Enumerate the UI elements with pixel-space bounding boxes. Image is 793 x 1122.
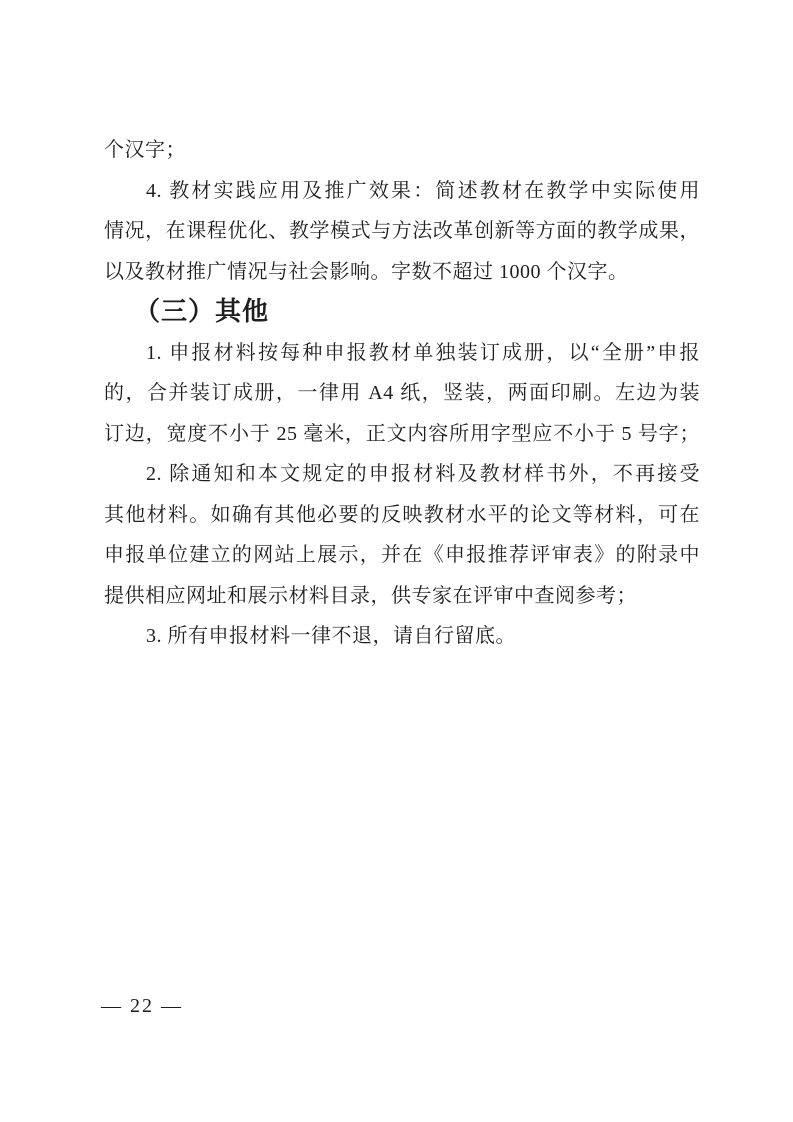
text-line: 以及教材推广情况与社会影响。字数不超过 1000 个汉字。 bbox=[104, 260, 629, 283]
text-line: 的，合并装订成册，一律用 A4 纸，竖装，两面印刷。左边为装 bbox=[104, 382, 700, 404]
text-line: 情况，在课程优化、教学模式与方法改革创新等方面的教学成果， bbox=[104, 220, 700, 242]
paragraph-item-1 bbox=[104, 333, 700, 455]
text-line: 其他材料。如确有其他必要的反映教材水平的论文等材料，可在 bbox=[104, 503, 700, 526]
page-number: — 22 — bbox=[101, 995, 183, 1017]
paragraph-continuation bbox=[104, 130, 700, 171]
text-line: 申报单位建立的网站上展示，并在《申报推荐评审表》的附录中 bbox=[104, 544, 700, 566]
text-line: 3. 所有申报材料一律不退，请自行留底。 bbox=[146, 625, 516, 647]
body-text bbox=[104, 130, 700, 657]
text-line: 订边，宽度不小于 25 毫米，正文内容所用字型应不小于 5 号字； bbox=[104, 422, 700, 445]
text-line: 提供相应网址和展示材料目录，供专家在评审中查阅参考； bbox=[104, 584, 637, 607]
text-line: 个汉字； bbox=[104, 139, 186, 161]
text-line: 2. 除通知和本文规定的申报材料及教材样书外，不再接受 bbox=[146, 463, 700, 485]
paragraph-item-3 bbox=[104, 616, 700, 657]
section-heading-line: （三）其他 bbox=[134, 297, 270, 326]
paragraph-item-2 bbox=[104, 454, 700, 616]
paragraph-item-4 bbox=[104, 171, 700, 293]
section-heading-3 bbox=[104, 292, 700, 333]
text-line: 1. 申报材料按每种申报教材单独装订成册，以“全册”申报 bbox=[146, 341, 700, 364]
text-line: 4. 教材实践应用及推广效果：简述教材在教学中实际使用 bbox=[146, 179, 700, 202]
